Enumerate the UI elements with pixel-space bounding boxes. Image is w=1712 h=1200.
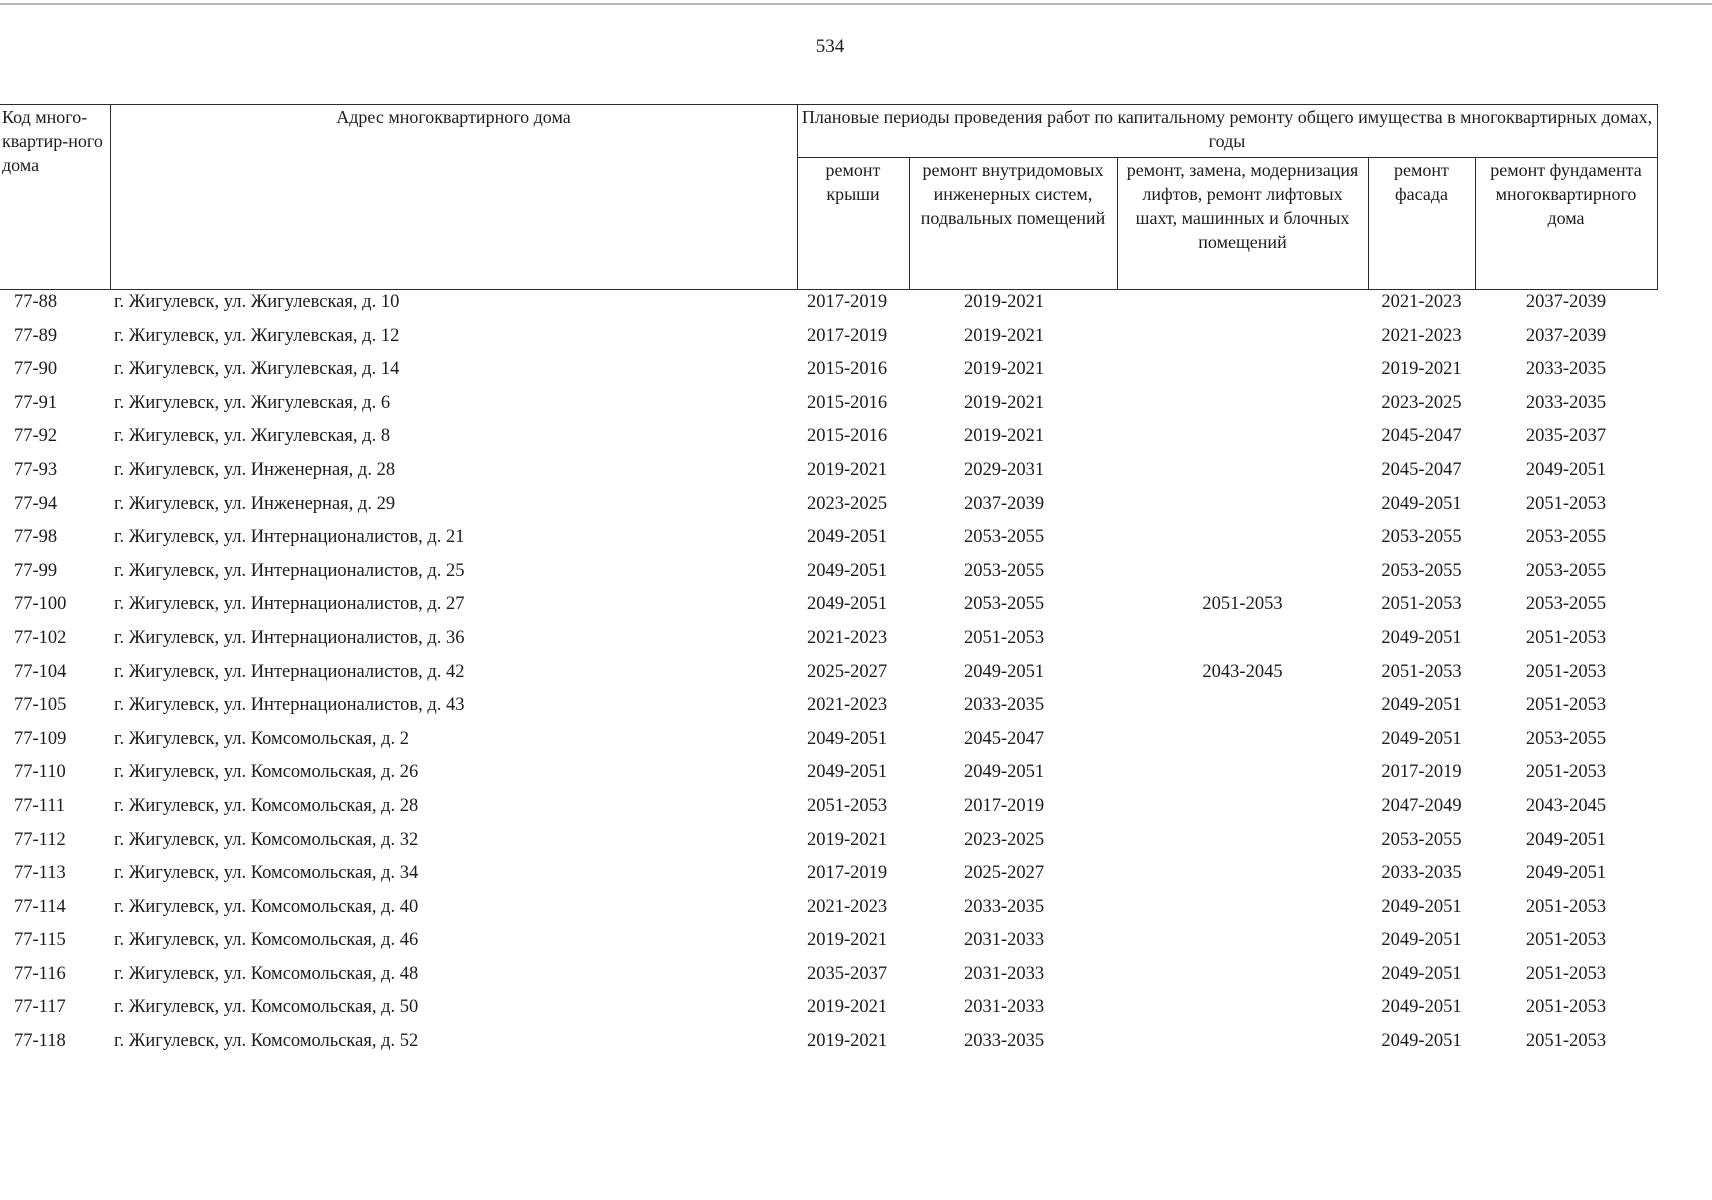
table-row xyxy=(0,1029,1657,1063)
cell-roof: 2049-2051 xyxy=(807,560,888,581)
cell-lifts xyxy=(1117,895,1368,929)
cell-code: 77-91 xyxy=(14,392,58,413)
table-row xyxy=(0,962,1657,996)
cell-facade: 2049-2051 xyxy=(1381,1031,1462,1052)
cell-address: г. Жигулевск, ул. Комсомольская, д. 46 xyxy=(114,930,419,951)
cell-facade: 2049-2051 xyxy=(1381,930,1462,951)
cell-internal-systems: 2019-2021 xyxy=(964,359,1045,380)
cell-lifts xyxy=(1117,626,1368,660)
cell-internal-systems: 2031-2033 xyxy=(964,963,1045,984)
header-address: Адрес многоквартирного дома xyxy=(110,105,797,290)
cell-code: 77-118 xyxy=(14,1031,66,1052)
cell-address: г. Жигулевск, ул. Жигулевская, д. 10 xyxy=(114,292,400,312)
cell-address: г. Жигулевск, ул. Комсомольская, д. 26 xyxy=(114,762,419,783)
table-row xyxy=(0,592,1657,626)
cell-internal-systems: 2033-2035 xyxy=(964,695,1045,716)
table-row xyxy=(0,760,1657,794)
table-row xyxy=(0,693,1657,727)
cell-address: г. Жигулевск, ул. Комсомольская, д. 50 xyxy=(114,997,419,1018)
table-row xyxy=(0,290,1657,324)
cell-internal-systems: 2023-2025 xyxy=(964,829,1045,850)
cell-address: г. Жигулевск, ул. Комсомольская, д. 28 xyxy=(114,795,419,816)
cell-facade: 2049-2051 xyxy=(1381,728,1462,749)
cell-roof: 2019-2021 xyxy=(807,930,888,951)
table-row xyxy=(0,928,1657,962)
cell-internal-systems: 2033-2035 xyxy=(964,896,1045,917)
cell-facade: 2053-2055 xyxy=(1381,560,1462,581)
cell-code: 77-105 xyxy=(14,695,67,716)
cell-address: г. Жигулевск, ул. Жигулевская, д. 8 xyxy=(114,426,391,447)
cell-roof: 2019-2021 xyxy=(807,459,888,480)
cell-lifts xyxy=(1117,458,1368,492)
cell-code: 77-110 xyxy=(14,762,66,783)
cell-roof: 2035-2037 xyxy=(807,963,888,984)
table-row xyxy=(0,391,1657,425)
cell-address: г. Жигулевск, ул. Комсомольская, д. 32 xyxy=(114,829,419,850)
cell-address: г. Жигулевск, ул. Комсомольская, д. 48 xyxy=(114,963,419,984)
cell-foundation: 2051-2053 xyxy=(1525,493,1607,514)
cell-lifts xyxy=(1117,760,1368,794)
table-row xyxy=(0,525,1657,559)
cell-facade: 2049-2051 xyxy=(1381,997,1462,1018)
header-periods-group: Плановые периоды проведения работ по капитальному ремонту общего имущества в многоквартирных домах, годы xyxy=(797,105,1657,158)
cell-roof: 2019-2021 xyxy=(807,829,888,850)
cell-foundation: 2053-2055 xyxy=(1525,728,1607,749)
header-facade: ремонт фасада xyxy=(1368,158,1475,290)
cell-foundation: 2043-2045 xyxy=(1525,795,1607,816)
table-row xyxy=(0,995,1657,1029)
cell-lifts: 2043-2045 xyxy=(1202,661,1283,682)
cell-roof: 2021-2023 xyxy=(807,896,888,917)
cell-internal-systems: 2019-2021 xyxy=(964,392,1045,413)
cell-facade: 2045-2047 xyxy=(1381,426,1462,447)
cell-roof: 2049-2051 xyxy=(807,728,888,749)
cell-internal-systems: 2029-2031 xyxy=(964,459,1045,480)
cell-facade: 2023-2025 xyxy=(1381,392,1462,413)
cell-foundation: 2051-2053 xyxy=(1525,930,1607,951)
cell-facade: 2047-2049 xyxy=(1381,795,1462,816)
cell-foundation: 2051-2053 xyxy=(1525,661,1607,682)
cell-lifts xyxy=(1117,727,1368,761)
cell-address: г. Жигулевск, ул. Инженерная, д. 28 xyxy=(114,459,396,480)
cell-lifts xyxy=(1117,693,1368,727)
cell-lifts xyxy=(1117,492,1368,526)
cell-foundation: 2037-2039 xyxy=(1525,325,1607,346)
cell-code: 77-104 xyxy=(14,661,67,682)
cell-foundation: 2049-2051 xyxy=(1525,459,1607,480)
cell-lifts xyxy=(1117,794,1368,828)
cell-address: г. Жигулевск, ул. Комсомольская, д. 52 xyxy=(114,1031,419,1052)
cell-code: 77-112 xyxy=(14,829,66,850)
cell-address: г. Жигулевск, ул. Интернационалистов, д. 21 xyxy=(114,527,465,548)
table-row xyxy=(0,895,1657,929)
cell-foundation: 2051-2053 xyxy=(1525,1031,1607,1052)
cell-facade: 2049-2051 xyxy=(1381,493,1462,514)
cell-facade: 2017-2019 xyxy=(1381,762,1462,783)
page-number: 534 xyxy=(815,36,845,57)
cell-roof: 2049-2051 xyxy=(807,594,888,615)
table-row xyxy=(0,660,1657,694)
cell-code: 77-99 xyxy=(14,560,58,581)
cell-roof: 2015-2016 xyxy=(807,426,888,447)
cell-roof: 2021-2023 xyxy=(807,695,888,716)
cell-internal-systems: 2053-2055 xyxy=(964,560,1045,581)
cell-code: 77-100 xyxy=(14,594,67,615)
header-internal-systems: ремонт внутридомовых инженерных систем, подвальных помещений xyxy=(909,158,1117,290)
header-lifts: ремонт, замена, модернизация лифтов, ремонт лифтовых шахт, машинных и блочных помещений xyxy=(1117,158,1368,290)
header-foundation: ремонт фундамента многоквартирного дома xyxy=(1475,158,1657,290)
cell-code: 77-88 xyxy=(14,292,58,312)
cell-internal-systems: 2031-2033 xyxy=(964,930,1045,951)
cell-code: 77-114 xyxy=(14,896,66,917)
cell-foundation: 2035-2037 xyxy=(1525,426,1607,447)
cell-roof: 2051-2053 xyxy=(807,795,888,816)
cell-roof: 2023-2025 xyxy=(807,493,888,514)
table-row xyxy=(0,861,1657,895)
cell-internal-systems: 2049-2051 xyxy=(964,661,1045,682)
cell-internal-systems: 2031-2033 xyxy=(964,997,1045,1018)
cell-lifts xyxy=(1117,357,1368,391)
cell-code: 77-94 xyxy=(14,493,58,514)
cell-facade: 2033-2035 xyxy=(1381,863,1462,884)
table-row xyxy=(0,357,1657,391)
cell-foundation: 2037-2039 xyxy=(1525,292,1607,312)
cell-internal-systems: 2051-2053 xyxy=(964,627,1045,648)
cell-foundation: 2051-2053 xyxy=(1525,762,1607,783)
cell-internal-systems: 2033-2035 xyxy=(964,1031,1045,1052)
cell-internal-systems: 2053-2055 xyxy=(964,527,1045,548)
cell-foundation: 2033-2035 xyxy=(1525,392,1607,413)
cell-internal-systems: 2053-2055 xyxy=(964,594,1045,615)
cell-address: г. Жигулевск, ул. Жигулевская, д. 14 xyxy=(114,359,400,380)
cell-facade: 2021-2023 xyxy=(1381,325,1462,346)
header-roof: ремонт крыши xyxy=(797,158,909,290)
cell-foundation: 2051-2053 xyxy=(1525,997,1607,1018)
cell-code: 77-117 xyxy=(14,997,66,1018)
cell-facade: 2049-2051 xyxy=(1381,963,1462,984)
cell-address: г. Жигулевск, ул. Интернационалистов, д. 43 xyxy=(114,695,465,716)
cell-roof: 2049-2051 xyxy=(807,762,888,783)
cell-address: г. Жигулевск, ул. Интернационалистов, д. 25 xyxy=(114,560,465,581)
cell-foundation: 2053-2055 xyxy=(1525,594,1607,615)
cell-foundation: 2051-2053 xyxy=(1525,627,1607,648)
cell-internal-systems: 2019-2021 xyxy=(964,292,1045,312)
cell-roof: 2019-2021 xyxy=(807,1031,888,1052)
cell-foundation: 2051-2053 xyxy=(1525,695,1607,716)
cell-lifts xyxy=(1117,828,1368,862)
cell-facade: 2045-2047 xyxy=(1381,459,1462,480)
table-body xyxy=(0,290,1657,1063)
cell-roof: 2017-2019 xyxy=(807,863,888,884)
cell-facade: 2049-2051 xyxy=(1381,695,1462,716)
cell-internal-systems: 2019-2021 xyxy=(964,426,1045,447)
cell-foundation: 2033-2035 xyxy=(1525,359,1607,380)
cell-facade: 2051-2053 xyxy=(1381,661,1462,682)
cell-lifts xyxy=(1117,928,1368,962)
cell-facade: 2021-2023 xyxy=(1381,292,1462,312)
cell-lifts xyxy=(1117,391,1368,425)
cell-address: г. Жигулевск, ул. Комсомольская, д. 34 xyxy=(114,863,419,884)
cell-address: г. Жигулевск, ул. Комсомольская, д. 2 xyxy=(114,728,410,749)
cell-roof: 2015-2016 xyxy=(807,392,888,413)
cell-foundation: 2049-2051 xyxy=(1525,829,1607,850)
cell-facade: 2019-2021 xyxy=(1381,359,1462,380)
table-row xyxy=(0,794,1657,828)
cell-code: 77-102 xyxy=(14,627,67,648)
cell-facade: 2053-2055 xyxy=(1381,829,1462,850)
table-row xyxy=(0,492,1657,526)
cell-roof: 2049-2051 xyxy=(807,527,888,548)
cell-internal-systems: 2017-2019 xyxy=(964,795,1045,816)
cell-address: г. Жигулевск, ул. Интернационалистов, д. 36 xyxy=(114,627,465,648)
cell-roof: 2025-2027 xyxy=(807,661,888,682)
cell-code: 77-116 xyxy=(14,963,66,984)
cell-roof: 2021-2023 xyxy=(807,627,888,648)
cell-code: 77-109 xyxy=(14,728,67,749)
cell-lifts xyxy=(1117,290,1368,324)
cell-code: 77-98 xyxy=(14,527,58,548)
table-row xyxy=(0,727,1657,761)
cell-lifts xyxy=(1117,559,1368,593)
cell-foundation: 2049-2051 xyxy=(1525,863,1607,884)
cell-code: 77-115 xyxy=(14,930,66,951)
cell-foundation: 2053-2055 xyxy=(1525,560,1607,581)
cell-code: 77-93 xyxy=(14,459,58,480)
scan-edge-line xyxy=(0,3,1712,5)
cell-foundation: 2051-2053 xyxy=(1525,963,1607,984)
cell-lifts xyxy=(1117,324,1368,358)
header-code: Код много-квартир-ного дома xyxy=(0,105,110,290)
cell-address: г. Жигулевск, ул. Интернационалистов, д. 27 xyxy=(114,594,465,615)
cell-roof: 2017-2019 xyxy=(807,292,888,312)
cell-code: 77-113 xyxy=(14,863,66,884)
cell-internal-systems: 2045-2047 xyxy=(964,728,1045,749)
cell-internal-systems: 2025-2027 xyxy=(964,863,1045,884)
table-row xyxy=(0,324,1657,358)
cell-lifts xyxy=(1117,424,1368,458)
cell-code: 77-111 xyxy=(14,795,66,816)
cell-code: 77-89 xyxy=(14,325,58,346)
cell-facade: 2051-2053 xyxy=(1381,594,1462,615)
cell-lifts xyxy=(1117,861,1368,895)
cell-facade: 2049-2051 xyxy=(1381,627,1462,648)
cell-address: г. Жигулевск, ул. Комсомольская, д. 40 xyxy=(114,896,419,917)
cell-code: 77-92 xyxy=(14,426,58,447)
cell-lifts xyxy=(1117,962,1368,996)
cell-roof: 2019-2021 xyxy=(807,997,888,1018)
cell-roof: 2015-2016 xyxy=(807,359,888,380)
cell-lifts xyxy=(1117,1029,1368,1063)
table-row xyxy=(0,458,1657,492)
cell-address: г. Жигулевск, ул. Жигулевская, д. 6 xyxy=(114,392,391,413)
cell-address: г. Жигулевск, ул. Инженерная, д. 29 xyxy=(114,493,396,514)
cell-lifts: 2051-2053 xyxy=(1202,594,1283,615)
cell-roof: 2017-2019 xyxy=(807,325,888,346)
cell-lifts xyxy=(1117,995,1368,1029)
cell-internal-systems: 2019-2021 xyxy=(964,325,1045,346)
table-row xyxy=(0,559,1657,593)
cell-foundation: 2053-2055 xyxy=(1525,527,1607,548)
cell-facade: 2049-2051 xyxy=(1381,896,1462,917)
capital-repair-schedule-table xyxy=(0,104,1658,1063)
cell-internal-systems: 2037-2039 xyxy=(964,493,1045,514)
cell-lifts xyxy=(1117,525,1368,559)
cell-address: г. Жигулевск, ул. Жигулевская, д. 12 xyxy=(114,325,400,346)
header-row-top xyxy=(0,105,1657,158)
table-row xyxy=(0,424,1657,458)
cell-internal-systems: 2049-2051 xyxy=(964,762,1045,783)
cell-foundation: 2051-2053 xyxy=(1525,896,1607,917)
table-row xyxy=(0,828,1657,862)
cell-address: г. Жигулевск, ул. Интернационалистов, д. 42 xyxy=(114,661,465,682)
cell-code: 77-90 xyxy=(14,359,58,380)
table-row xyxy=(0,626,1657,660)
cell-facade: 2053-2055 xyxy=(1381,527,1462,548)
